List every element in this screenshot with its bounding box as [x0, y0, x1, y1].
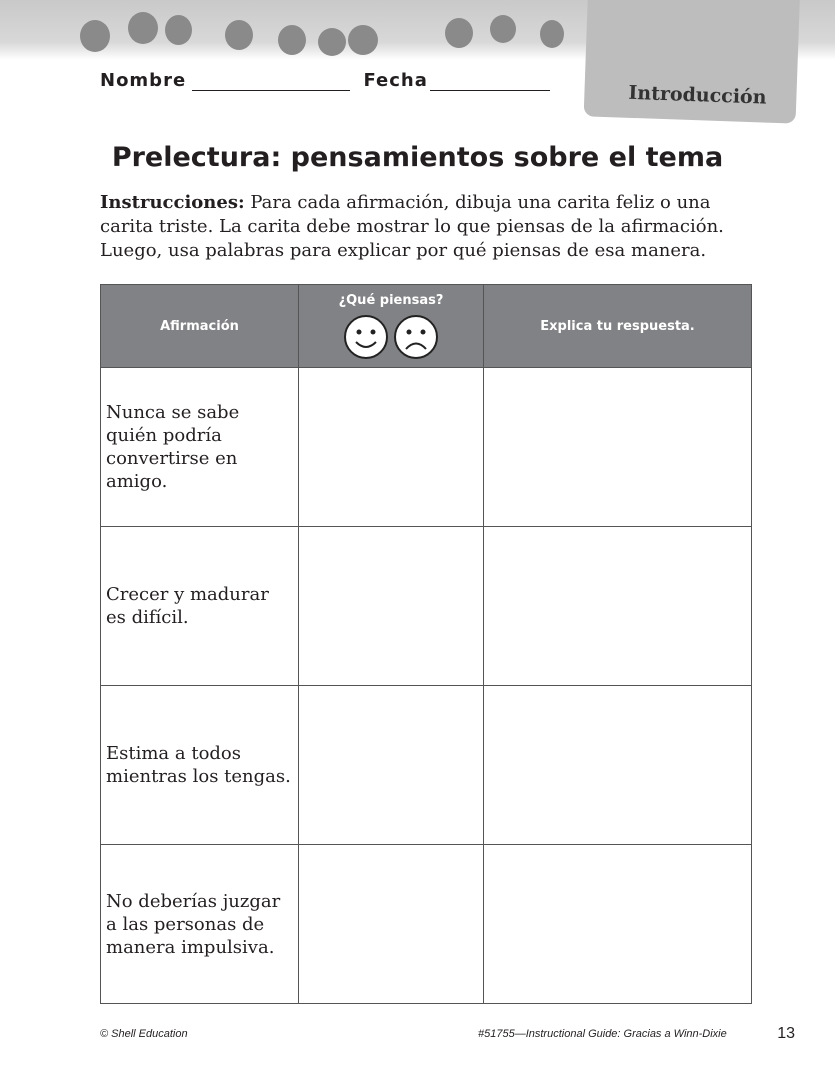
sad-face-icon	[393, 314, 439, 360]
statement-cell: Crecer y madurar es difícil.	[101, 527, 299, 686]
name-field[interactable]	[192, 90, 350, 91]
header-statement: Afirmación	[101, 285, 299, 368]
guide-title: #51755—Instructional Guide: Gracias a Winn-Dixie	[478, 1028, 727, 1040]
table-header	[101, 285, 752, 368]
header-opinion-label: ¿Qué piensas?	[338, 292, 444, 308]
page-title: Prelectura: pensamientos sobre el tema	[111, 142, 724, 173]
happy-face-icon	[343, 314, 389, 360]
opinion-cell[interactable]	[299, 845, 484, 1004]
statement-cell: Estima a todos mientras los tengas.	[101, 686, 299, 845]
header-opinion	[299, 285, 484, 368]
instructions-label: Instrucciones:	[100, 192, 245, 213]
publisher: © Shell Education	[100, 1028, 188, 1040]
footer	[100, 1025, 795, 1042]
explain-cell[interactable]	[484, 527, 752, 686]
table-row	[101, 686, 752, 845]
header-explain: Explica tu respuesta.	[484, 285, 752, 368]
worksheet-table	[100, 284, 752, 1004]
instructions-text: Para cada afirmación, dibuja una carita feliz o una carita triste. La carita debe mostrar lo que piensas de la afirmación. Luego, usa palabras para explicar por qué piensas de esa manera.	[100, 192, 724, 261]
table-row	[101, 368, 752, 527]
explain-cell[interactable]	[484, 845, 752, 1004]
instructions	[100, 191, 750, 263]
page-number: 13	[777, 1025, 795, 1042]
statement-cell: No deberías juzgar a las personas de manera impulsiva.	[101, 845, 299, 1004]
explain-cell[interactable]	[484, 368, 752, 527]
date-field[interactable]	[430, 90, 550, 91]
section-tab-label: Introducción	[628, 81, 767, 109]
opinion-cell[interactable]	[299, 368, 484, 527]
table-row	[101, 845, 752, 1004]
name-label: Nombre	[100, 70, 187, 91]
statement-cell: Nunca se sabe quién podría convertirse en amigo.	[101, 368, 299, 527]
name-date-row	[100, 70, 556, 91]
date-label: Fecha	[363, 70, 428, 91]
opinion-cell[interactable]	[299, 527, 484, 686]
section-tab	[584, 0, 801, 124]
explain-cell[interactable]	[484, 686, 752, 845]
table-row	[101, 527, 752, 686]
opinion-cell[interactable]	[299, 686, 484, 845]
